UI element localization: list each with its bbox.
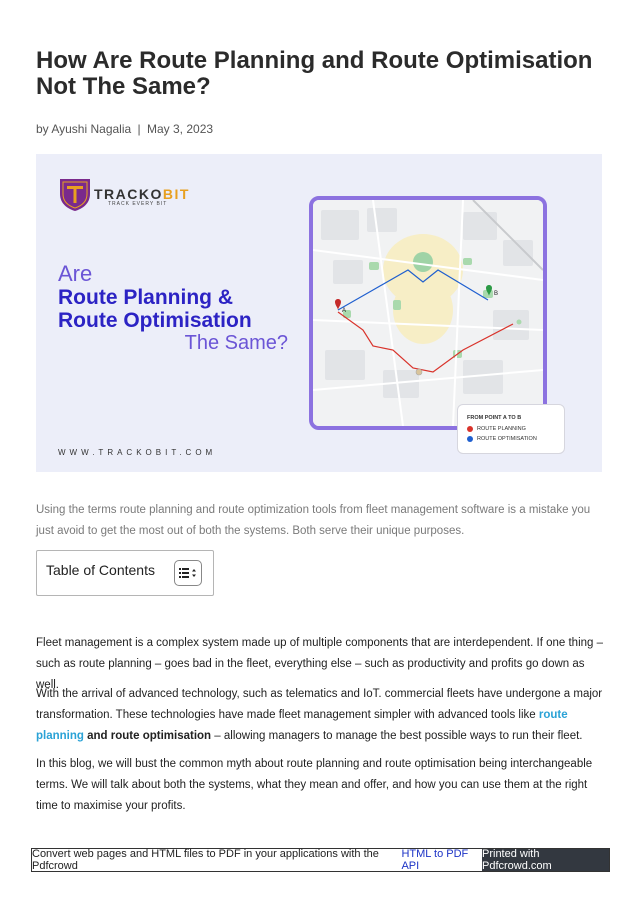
- headline-route-planning: Route Planning &: [58, 286, 233, 309]
- hero-banner-image: [36, 154, 602, 472]
- list-toggle-icon: [179, 567, 197, 579]
- table-of-contents[interactable]: [36, 550, 214, 596]
- pdfcrowd-footer: [31, 848, 610, 872]
- legend-title: FROM POINT A TO B: [467, 415, 522, 421]
- brand-name: TRACKOBIT: [94, 186, 190, 202]
- red-dot-icon: [467, 426, 473, 432]
- toc-title: Table of Contents: [46, 562, 155, 578]
- route-optimisation-bold: and route optimisation: [87, 730, 212, 742]
- trackobit-logo-icon: [58, 176, 92, 212]
- publish-date: May 3, 2023: [147, 122, 214, 136]
- map-legend: [457, 404, 565, 454]
- blue-dot-icon: [467, 436, 473, 442]
- body-paragraph-2: With the arrival of advanced technology, such as telematics and IoT. commercial fleets have undergone a major transformation. These technologies have made fleet management simpler with advanced tools like route planning and route optimisation – allowing managers to manage the best possible ways to run their fleet.: [36, 688, 603, 742]
- headline-the-same: The Same?: [184, 332, 288, 354]
- brand-tagline: TRACK EVERY BIT: [108, 201, 168, 207]
- banner-headline: [58, 262, 288, 354]
- toc-toggle-button[interactable]: [174, 560, 202, 586]
- body-paragraph-1: Fleet management is a complex system made up of multiple components that are interdependent. If one thing – such as route planning – goes bad in the fleet, everything else – such as productivity and profits go down as well.: [36, 637, 604, 691]
- article-meta: [36, 122, 213, 136]
- route-map: [309, 196, 547, 430]
- footer-convert-text: Convert web pages and HTML files to PDF in your applications with the Pdfcrowd HTML to PDF API: [32, 849, 482, 871]
- html-to-pdf-api-link[interactable]: HTML to PDF API: [401, 848, 469, 872]
- article-title: How Are Route Planning and Route Optimisation Not The Same?: [36, 47, 593, 100]
- map-illustration: [313, 200, 543, 426]
- marker-b-label: B: [494, 291, 499, 297]
- printed-with-pdfcrowd[interactable]: Printed with Pdfcrowd.com: [482, 849, 609, 871]
- meta-separator: |: [137, 122, 141, 136]
- banner-website: WWW.TRACKOBIT.COM: [58, 448, 217, 457]
- headline-are: Are: [58, 261, 93, 286]
- legend-item-route-planning: ROUTE PLANNING: [467, 426, 526, 432]
- author-link[interactable]: by Ayushi Nagalia: [36, 122, 132, 136]
- intro-paragraph: Using the terms route planning and route optimization tools from fleet management software is a mistake you just avoid to get the most out of both the systems. Both serve their unique purposes.: [36, 504, 591, 537]
- headline-route-optimisation: Route Optimisation: [58, 309, 252, 332]
- route-planning-link[interactable]: route planning: [36, 709, 568, 742]
- legend-item-route-optimisation: ROUTE OPTIMISATION: [467, 436, 537, 442]
- body-paragraph-3: In this blog, we will bust the common myth about route planning and route optimisation being interchangeable terms. We will talk about both the systems, what they mean and offer, and how you can use them at the right time to maximise your profits.: [36, 758, 593, 812]
- marker-a-label: A: [342, 308, 347, 314]
